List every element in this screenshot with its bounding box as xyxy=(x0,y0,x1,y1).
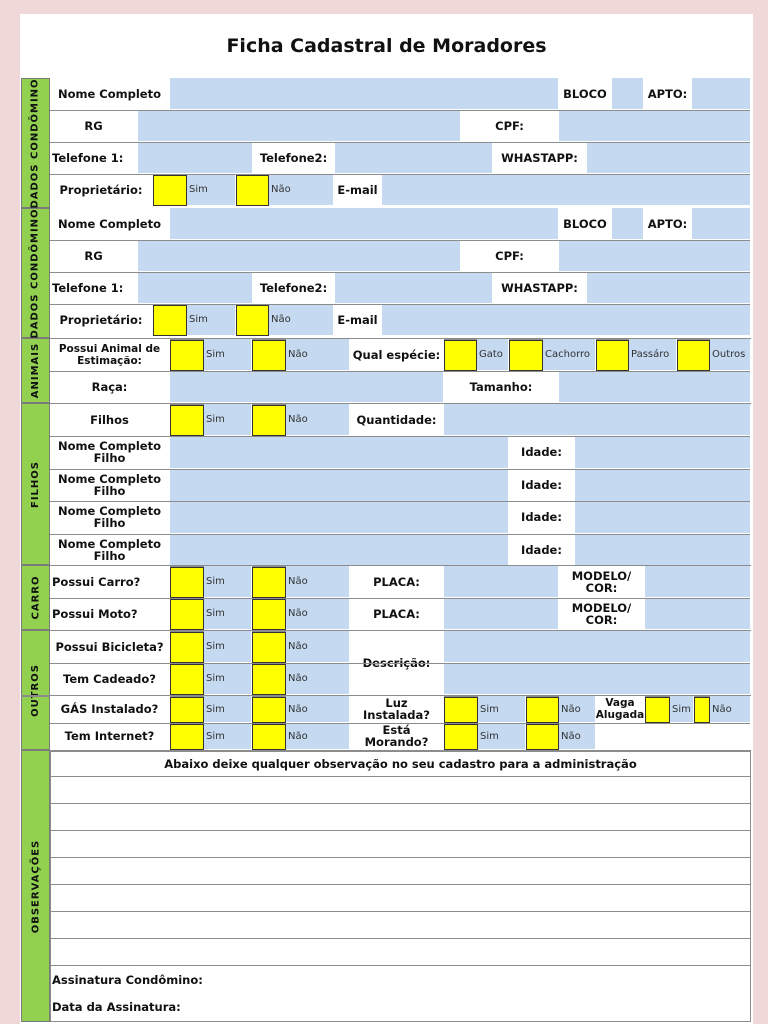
especie-outros-checkbox[interactable] xyxy=(677,340,710,371)
rg-input-1[interactable] xyxy=(138,110,461,142)
cpf-label-1: CPF: xyxy=(461,110,559,142)
carro-nao-label: Não xyxy=(286,566,350,598)
raca-input[interactable] xyxy=(170,371,444,403)
vaga-sim-label: Sim xyxy=(670,696,694,723)
row-divider xyxy=(50,723,750,724)
bloco-label-2: BLOCO xyxy=(559,208,612,240)
possui-moto-label: Possui Moto? xyxy=(50,598,170,630)
idade-input-4[interactable] xyxy=(575,534,751,567)
apto-label-1: APTO: xyxy=(644,78,692,110)
gas-nao-checkbox[interactable] xyxy=(252,697,286,723)
especie-gato-checkbox[interactable] xyxy=(444,340,477,371)
quantidade-label: Quantidade: xyxy=(350,404,444,436)
nome-filho-label-2: Nome Completo Filho xyxy=(50,469,170,502)
moto-sim-checkbox[interactable] xyxy=(170,599,204,630)
internet-nao-label: Não xyxy=(286,723,350,750)
morando-nao-label: Não xyxy=(559,723,596,750)
section-carro xyxy=(21,565,50,630)
section-dados-condomino-2-label: DADOS CONDÔMINO xyxy=(30,207,42,339)
animal-sim-label: Sim xyxy=(204,339,252,371)
especie-passaro-label: Passáro xyxy=(629,339,677,371)
bloco-input-1[interactable] xyxy=(612,78,644,110)
proprietario-label-2: Proprietário: xyxy=(50,304,153,336)
observation-line[interactable] xyxy=(50,938,751,939)
telefone1-label-1: Telefone 1: xyxy=(50,142,138,174)
rg-label-1: RG xyxy=(50,110,138,142)
descricao-input-2[interactable] xyxy=(444,663,751,695)
bicicleta-sim-checkbox[interactable] xyxy=(170,632,204,663)
observation-line[interactable] xyxy=(50,884,751,885)
internet-nao-checkbox[interactable] xyxy=(252,724,286,750)
raca-label: Raça: xyxy=(50,371,170,403)
section-filhos-label: FILHOS xyxy=(30,460,41,508)
gas-sim-label: Sim xyxy=(204,696,252,723)
section-animais xyxy=(21,338,50,403)
proprietario-nao-checkbox-2[interactable] xyxy=(236,305,269,336)
section-filhos xyxy=(21,403,50,565)
row-divider xyxy=(50,304,750,305)
gas-label: GÁS Instalado? xyxy=(50,696,170,723)
cadeado-nao-label: Não xyxy=(286,663,350,695)
cpf-input-2[interactable] xyxy=(559,240,751,272)
luz-label: Luz Instalada? xyxy=(350,696,444,723)
moto-modelo-cor-input[interactable] xyxy=(645,598,751,630)
observation-line[interactable] xyxy=(50,776,751,777)
vaga-alugada-label: Vaga Alugada xyxy=(596,697,645,721)
bicicleta-nao-checkbox[interactable] xyxy=(252,632,286,663)
carro-nao-checkbox[interactable] xyxy=(252,567,286,598)
bicicleta-sim-label: Sim xyxy=(204,631,252,663)
internet-sim-label: Sim xyxy=(204,723,252,750)
especie-cachorro-label: Cachorro xyxy=(543,339,596,371)
moto-placa-label: PLACA: xyxy=(350,598,444,630)
carro-placa-label: PLACA: xyxy=(350,566,444,598)
nome-filho-label-4: Nome Completo Filho xyxy=(50,534,170,567)
section-dados-condomino-2 xyxy=(21,208,50,338)
observation-line[interactable] xyxy=(50,830,751,831)
bloco-label-1: BLOCO xyxy=(559,78,612,110)
observation-line[interactable] xyxy=(50,911,751,912)
nome-completo-input-1[interactable] xyxy=(170,78,559,110)
idade-label-3: Idade: xyxy=(509,501,575,534)
especie-passaro-checkbox[interactable] xyxy=(596,340,629,371)
luz-nao-checkbox[interactable] xyxy=(526,697,559,723)
especie-outros-label: Outros xyxy=(710,339,751,371)
rg-label-2: RG xyxy=(50,240,138,272)
moto-modelo-cor-label: MODELO/ COR: xyxy=(559,598,645,630)
morando-nao-checkbox[interactable] xyxy=(526,724,559,750)
moto-nao-checkbox[interactable] xyxy=(252,599,286,630)
row-divider xyxy=(50,174,750,175)
observation-line[interactable] xyxy=(50,857,751,858)
proprietario-label-1: Proprietário: xyxy=(50,174,153,206)
row-divider xyxy=(50,598,750,599)
vaga-nao-checkbox[interactable] xyxy=(694,697,710,723)
moto-nao-label: Não xyxy=(286,598,350,630)
rg-input-2[interactable] xyxy=(138,240,461,272)
quantidade-input[interactable] xyxy=(444,404,751,436)
row-divider xyxy=(50,272,750,273)
proprietario-sim-checkbox-1[interactable] xyxy=(153,175,187,206)
animal-sim-checkbox[interactable] xyxy=(170,340,204,371)
section-outros-label: OUTROS xyxy=(30,663,42,717)
tamanho-input[interactable] xyxy=(559,371,751,403)
vaga-nao-label: Não xyxy=(710,696,751,723)
animal-nao-checkbox[interactable] xyxy=(252,340,286,371)
carro-modelo-cor-label: MODELO/ COR: xyxy=(559,566,645,598)
filhos-sim-label: Sim xyxy=(204,404,252,436)
email-label-1: E-mail xyxy=(334,174,382,206)
section-carro-label: CARRO xyxy=(30,575,42,620)
nome-filho-input-3[interactable] xyxy=(170,501,509,534)
luz-sim-checkbox[interactable] xyxy=(444,697,478,723)
cpf-input-1[interactable] xyxy=(559,110,751,142)
idade-input-2[interactable] xyxy=(575,469,751,502)
luz-sim-label: Sim xyxy=(478,696,526,723)
data-assinatura-label: Data da Assinatura: xyxy=(52,1000,181,1014)
cadeado-sim-label: Sim xyxy=(204,663,252,695)
section-dados-condomino-1 xyxy=(21,78,50,208)
assinatura-label: Assinatura Condômino: xyxy=(52,973,203,987)
internet-sim-checkbox[interactable] xyxy=(170,724,204,750)
idade-input-1[interactable] xyxy=(575,436,751,469)
apto-input-2[interactable] xyxy=(692,208,751,240)
gas-nao-label: Não xyxy=(286,696,350,723)
moto-sim-label: Sim xyxy=(204,598,252,630)
tamanho-label: Tamanho: xyxy=(444,371,559,403)
proprietario-sim-label-1: Sim xyxy=(187,174,236,206)
observations-header: Abaixo deixe qualquer observação no seu cadastro para a administração xyxy=(164,757,637,771)
carro-placa-input[interactable] xyxy=(444,566,559,598)
apto-input-1[interactable] xyxy=(692,78,751,110)
form-sheet xyxy=(20,14,753,1024)
email-label-2: E-mail xyxy=(334,304,382,336)
bloco-input-2[interactable] xyxy=(612,208,644,240)
row-divider xyxy=(50,371,750,372)
proprietario-nao-label-1: Não xyxy=(269,174,334,206)
apto-label-2: APTO: xyxy=(644,208,692,240)
email-input-1[interactable] xyxy=(382,174,751,206)
bicicleta-nao-label: Não xyxy=(286,631,350,663)
form-title: Ficha Cadastral de Moradores xyxy=(226,35,547,57)
idade-label-2: Idade: xyxy=(509,469,575,502)
luz-nao-label: Não xyxy=(559,696,596,723)
telefone2-label-1: Telefone2: xyxy=(253,142,335,174)
row-divider xyxy=(50,240,750,241)
observation-line[interactable] xyxy=(50,803,751,804)
idade-label-1: Idade: xyxy=(509,436,575,469)
filhos-label: Filhos xyxy=(50,404,170,436)
carro-modelo-cor-input[interactable] xyxy=(645,566,751,598)
observation-line[interactable] xyxy=(50,965,751,966)
nome-filho-input-2[interactable] xyxy=(170,469,509,502)
telefone1-input-2[interactable] xyxy=(138,272,253,304)
internet-label: Tem Internet? xyxy=(50,723,170,750)
descricao-input-1[interactable] xyxy=(444,631,751,663)
descricao-label: Descrição: xyxy=(350,631,444,695)
section-observacoes xyxy=(21,750,50,1022)
bicicleta-label: Possui Bicicleta? xyxy=(50,631,170,663)
idade-label-4: Idade: xyxy=(509,534,575,567)
email-input-2[interactable] xyxy=(382,304,751,336)
whatsapp-input-1[interactable] xyxy=(587,142,751,174)
telefone1-label-2: Telefone 1: xyxy=(50,272,138,304)
qual-especie-label: Qual espécie: xyxy=(350,339,444,371)
telefone2-label-2: Telefone2: xyxy=(253,272,335,304)
carro-sim-label: Sim xyxy=(204,566,252,598)
whatsapp-label-2: WHASTAPP: xyxy=(493,272,587,304)
filhos-nao-label: Não xyxy=(286,404,350,436)
proprietario-sim-label-2: Sim xyxy=(187,304,236,336)
cadeado-label: Tem Cadeado? xyxy=(50,663,170,695)
nome-filho-input-4[interactable] xyxy=(170,534,509,567)
especie-cachorro-checkbox[interactable] xyxy=(509,340,543,371)
vaga-sim-checkbox[interactable] xyxy=(645,697,670,723)
row-divider xyxy=(50,534,750,535)
whatsapp-label-1: WHASTAPP: xyxy=(493,142,587,174)
row-divider xyxy=(50,501,750,502)
section-dados-condomino-1-label: DADOS CONDÔMINO xyxy=(30,77,42,209)
whatsapp-input-2[interactable] xyxy=(587,272,751,304)
nome-filho-label-1: Nome Completo Filho xyxy=(50,436,170,469)
cadeado-nao-checkbox[interactable] xyxy=(252,664,286,695)
idade-input-3[interactable] xyxy=(575,501,751,534)
possui-carro-label: Possui Carro? xyxy=(50,566,170,598)
moto-placa-input[interactable] xyxy=(444,598,559,630)
morando-label: Está Morando? xyxy=(350,723,444,750)
nome-filho-input-1[interactable] xyxy=(170,436,509,469)
filhos-nao-checkbox[interactable] xyxy=(252,405,286,436)
telefone2-input-2[interactable] xyxy=(335,272,493,304)
row-divider xyxy=(50,142,750,143)
section-outros xyxy=(21,630,50,750)
row-divider xyxy=(50,663,750,664)
nome-completo-input-2[interactable] xyxy=(170,208,559,240)
cadeado-sim-checkbox[interactable] xyxy=(170,664,204,695)
especie-gato-label: Gato xyxy=(477,339,509,371)
row-divider xyxy=(50,110,750,111)
row-divider xyxy=(50,469,750,470)
nome-completo-label-1: Nome Completo xyxy=(50,78,170,110)
morando-sim-label: Sim xyxy=(478,723,526,750)
nome-filho-label-3: Nome Completo Filho xyxy=(50,501,170,534)
cpf-label-2: CPF: xyxy=(461,240,559,272)
section-animais-label: ANIMAIS xyxy=(30,342,42,399)
section-observacoes-label: OBSERVAÇÕES xyxy=(30,839,41,933)
proprietario-sim-checkbox-2[interactable] xyxy=(153,305,187,336)
carro-sim-checkbox[interactable] xyxy=(170,567,204,598)
filhos-sim-checkbox[interactable] xyxy=(170,405,204,436)
nome-completo-label-2: Nome Completo xyxy=(50,208,170,240)
morando-sim-checkbox[interactable] xyxy=(444,724,478,750)
row-divider xyxy=(50,436,750,437)
telefone2-input-1[interactable] xyxy=(335,142,493,174)
animal-nao-label: Não xyxy=(286,339,350,371)
gas-sim-checkbox[interactable] xyxy=(170,697,204,723)
proprietario-nao-label-2: Não xyxy=(269,304,334,336)
proprietario-nao-checkbox-1[interactable] xyxy=(236,175,269,206)
telefone1-input-1[interactable] xyxy=(138,142,253,174)
animal-possui-label: Possui Animal de Estimação: xyxy=(50,339,170,371)
